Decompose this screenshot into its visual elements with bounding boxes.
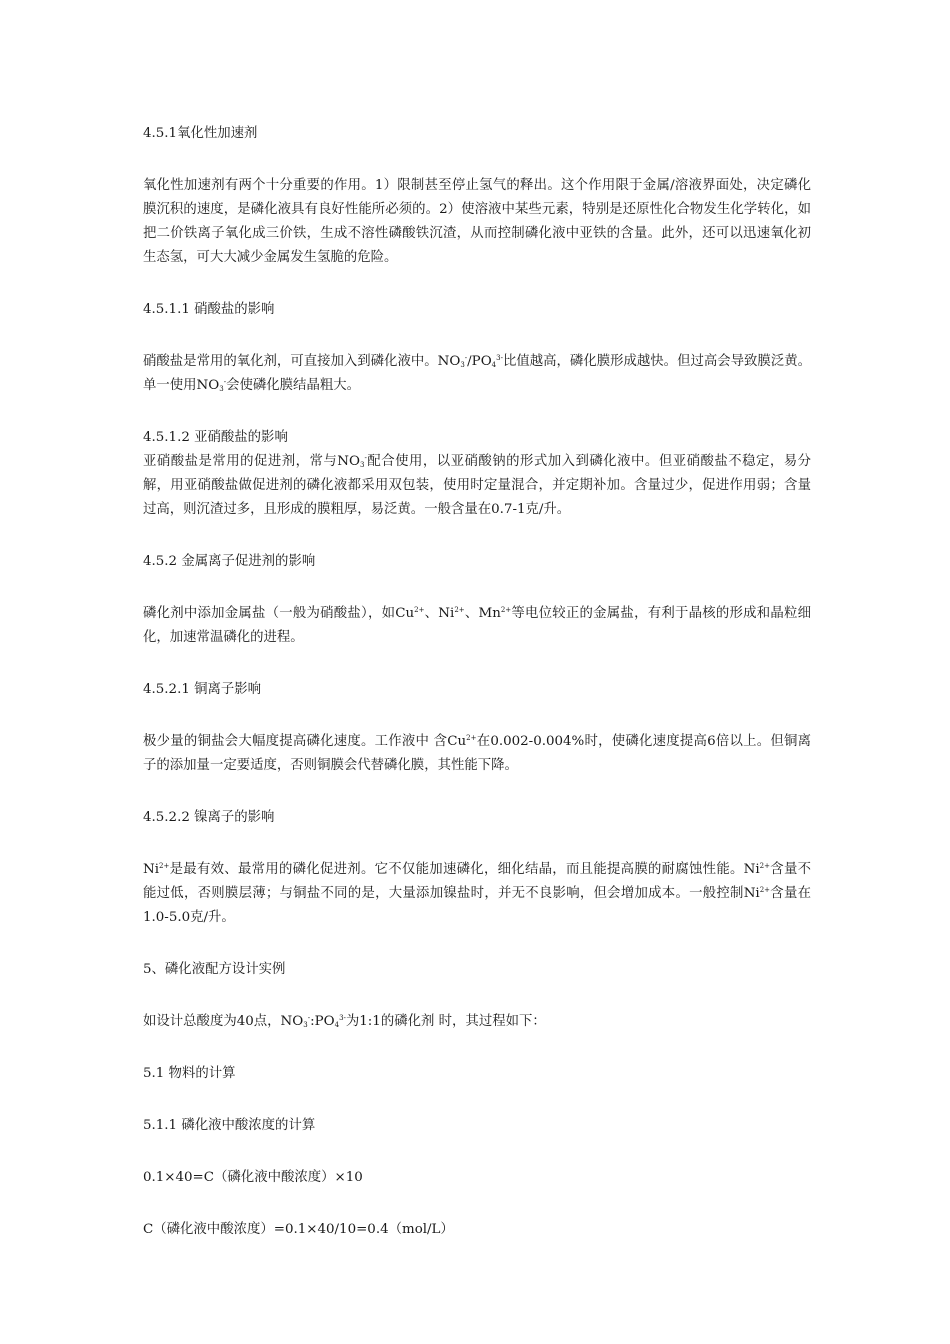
heading-5: 5、磷化液配方设计实例 [143, 962, 286, 977]
heading-5-1: 5.1 物料的计算 [143, 1066, 236, 1081]
heading-4-5-2: 4.5.2 金属离子促进剂的影响 [143, 554, 316, 569]
heading-4-5-1-2: 4.5.1.2 亚硝酸盐的影响 [143, 430, 288, 445]
paragraph-nitrite: 亚硝酸盐是常用的促进剂，常与$NO_3^-$配合使用，以亚硝酸钠的形式加入到磷化液中。但亚硝酸盐不稳定，易分解，用亚硝酸盐做促进剂的磷化液都采用双包装，使用时定量混合，并定期补加。含量过少，促进作用弱；含量过高，则沉渣过多，且形成的膜粗厚，易泛黄。一般含量在0.7-1克/升。 [143, 454, 811, 517]
equation-1: 0.1×40=C（磷化液中酸浓度）×10 [143, 1170, 363, 1185]
heading-4-5-1: 4.5.1氧化性加速剂 [143, 126, 258, 141]
heading-4-5-2-2: 4.5.2.2 镍离子的影响 [143, 810, 275, 825]
paragraph-formula-design: 如设计总酸度为40点，$NO_3^-:PO_4^{3-}$为1:1的磷化剂 时，其过程如下： [143, 1014, 546, 1029]
document-body [143, 122, 811, 1242]
paragraph-nitrate: 硝酸盐是常用的氧化剂，可直接加入到磷化液中。$NO_3^-/PO_4^{3-}$比值越高，磷化膜形成越快。但过高会导致膜泛黄。单一使用$NO_3^-$会使磷化膜结晶粗大。 [143, 354, 811, 393]
paragraph-copper-ion: 极少量的铜盐会大幅度提高磷化速度。工作液中 含$Cu^{2+}$在0.002-0.004%时，使磷化速度提高6倍以上。但铜离子的添加量一定要适度，否则铜膜会代替磷化膜，其性能下降。 [143, 734, 812, 773]
heading-4-5-1-1: 4.5.1.1 硝酸盐的影响 [143, 302, 275, 317]
paragraph-nickel-ion: $Ni^{2+}$是最有效、最常用的磷化促进剂。它不仅能加速磷化，细化结晶，而且能提高膜的耐腐蚀性能。$Ni^{2+}$含量不能过低，否则膜层薄；与铜盐不同的是，大量添加镍盐时，并无不良影响，但会增加成本。一般控制$Ni^{2+}$含量在1.0-5.0克/升。 [143, 862, 812, 925]
paragraph-oxidizing-accelerator: 氧化性加速剂有两个十分重要的作用。1）限制甚至停止氢气的释出。这个作用限于金属/溶液界面处，决定磷化膜沉积的速度，是磷化液具有良好性能所必须的。2）使溶液中某些元素，特别是还原性化合物发生化学转化，如把二价铁离子氧化成三价铁，生成不溶性磷酸铁沉渣，从而控制磷化液中亚铁的含量。此外，还可以迅速氧化初生态氢，可大大减少金属发生氢脆的危险。 [143, 178, 811, 265]
heading-4-5-2-1: 4.5.2.1 铜离子影响 [143, 682, 262, 697]
equation-2: C（磷化液中酸浓度）=0.1×40/10=0.4（mol/L） [143, 1222, 454, 1237]
paragraph-metal-ion-accelerator: 磷化剂中添加金属盐（一般为硝酸盐），如$Cu^{2+}$、$Ni^{2+}$、$Mn^{2+}$等电位较正的金属盐，有利于晶核的形成和晶粒细化，加速常温磷化的进程。 [143, 606, 811, 645]
heading-5-1-1: 5.1.1 磷化液中酸浓度的计算 [143, 1118, 316, 1133]
